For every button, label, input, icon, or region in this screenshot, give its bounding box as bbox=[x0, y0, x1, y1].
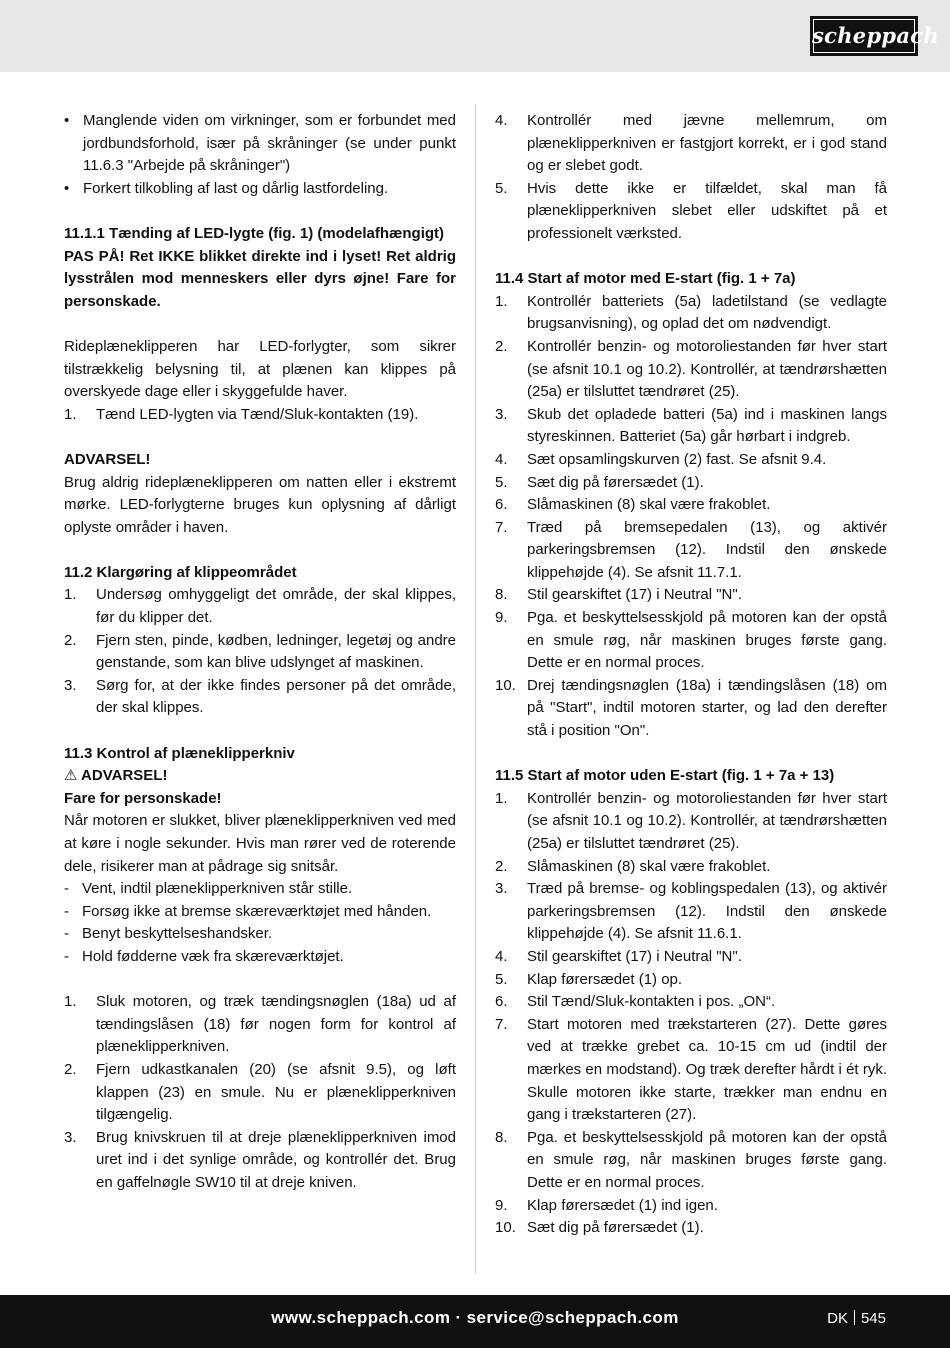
advarsel-label: ⚠ ADVARSEL! bbox=[64, 767, 168, 785]
right-column bbox=[495, 110, 887, 1240]
list-item: 9. Klap førersædet (1) ind igen. bbox=[495, 1196, 718, 1214]
list-item: • Forkert tilkobling af last og dårlig lastfordeling. bbox=[64, 179, 389, 197]
list-item: - Hold fødderne væk fra skæreværktøjet. bbox=[64, 947, 344, 965]
list-item: 4. Stil gearskiftet (17) i Neutral "N". bbox=[495, 947, 742, 965]
page-reference bbox=[827, 1310, 886, 1327]
list-item: 10. Drej tændingsnøglen (18a) i tændingslåsen (18) om på "Start", indtil motoren starter, og lad den derefter stå i position "On". bbox=[495, 676, 887, 740]
list-item: 9. Pga. et beskyttelsesskjold på motoren kan der opstå en smule røg, når maskinen bruges første gang. Dette er en normal proces. bbox=[495, 609, 887, 672]
list-item: 1. Kontrollér batteriets (5a) ladetilstand (se vedlagte brugsanvisning), og oplad det om nødvendigt. bbox=[495, 292, 887, 333]
list-item: 2. Fjern udkastkanalen (20) (se afsnit 9.5), og løft klappen (23) en smule. Nu er plæneklipperkniven tilgængelig. bbox=[64, 1060, 456, 1124]
footer-links[interactable]: www.scheppach.com · service@scheppach.com bbox=[271, 1308, 679, 1327]
section-heading-11-2: 11.2 Klargøring af klippeområdet bbox=[64, 563, 297, 581]
list-item: 8. Pga. et beskyttelsesskjold på motoren kan der opstå en smule røg, når maskinen bruges første gang. Dette er en normal proces. bbox=[495, 1128, 887, 1191]
warning-text: PAS PÅ! Ret IKKE blikket direkte ind i lyset! Ret aldrig lysstrålen mod menneskers eller dyrs øjne! Fare for personskade. bbox=[64, 247, 456, 310]
list-item: 7. Start motoren med trækstarteren (27). Dette gøres ved at trække grebet ca. 10-15 cm ud (indtil der mærkes en modstand). Og træk derefter hårdt i ét ryk. Skulle motoren ikke starte, trækker man endnu en gang i trækstarteren (27). bbox=[495, 1015, 887, 1124]
section-heading-11-5: 11.5 Start af motor uden E-start (fig. 1 + 7a + 13) bbox=[495, 767, 835, 785]
language-code: DK bbox=[827, 1310, 848, 1327]
list-item: 5. Klap førersædet (1) op. bbox=[495, 970, 683, 988]
list-item: 8. Stil gearskiftet (17) i Neutral "N". bbox=[495, 586, 742, 604]
column-divider bbox=[475, 104, 476, 1274]
list-item: 6. Slåmaskinen (8) skal være frakoblet. bbox=[495, 496, 771, 514]
brand-logo: scheppach bbox=[810, 16, 918, 56]
list-item: 3. Brug knivskruen til at dreje plæneklipperkniven imod uret ind i det synlige område, og kontrollér det. Brug en gaffelnøgle SW10 til at dreje kniven. bbox=[64, 1128, 456, 1191]
list-item: 3. Skub det opladede batteri (5a) ind i maskinen langs styreskinnen. Batteriet (5a) går hørbart i indgreb. bbox=[495, 405, 887, 446]
page-number: 545 bbox=[860, 1310, 886, 1327]
fare-label: Fare for personskade! bbox=[64, 789, 222, 807]
advarsel-label: ADVARSEL! bbox=[64, 450, 151, 468]
list-item: 2. Kontrollér benzin- og motoroliestanden før hver start (se afsnit 10.1 og 10.2). Kontrollér, at tændrørshætten (25a) er tilsluttet tændrøret (25). bbox=[495, 337, 887, 401]
list-item: 10. Sæt dig på førersædet (1). bbox=[495, 1219, 704, 1237]
list-item: • Manglende viden om virkninger, som er forbundet med jordbundsforhold, især på skråninger (se under punkt 11.6.3 "Arbejde på skråninger") bbox=[64, 112, 456, 175]
left-column bbox=[64, 110, 456, 1195]
list-item: 3. Sørg for, at der ikke findes personer på det område, der skal klippes. bbox=[64, 676, 456, 717]
list-item: 7. Træd på bremsepedalen (13), og aktivér parkeringsbremsen (12). Indstil den ønskede klippehøjde (4). Se afsnit 11.7.1. bbox=[495, 518, 887, 581]
footer-bar bbox=[0, 1295, 950, 1348]
list-item: 4. Sæt opsamlingskurven (2) fast. Se afsnit 9.4. bbox=[495, 450, 827, 468]
list-item: - Benyt beskyttelseshandsker. bbox=[64, 925, 273, 943]
list-item: 1. Undersøg omhyggeligt det område, der skal klippes, før du klipper det. bbox=[64, 586, 456, 627]
list-item: - Forsøg ikke at bremse skæreværktøjet med hånden. bbox=[64, 902, 432, 920]
list-item: 2. Slåmaskinen (8) skal være frakoblet. bbox=[495, 857, 771, 875]
paragraph: Brug aldrig rideplæneklipperen om natten eller i ekstremt mørke. LED-forlygterne bruges kun oplysning af dårligt oplyste områder i haven. bbox=[64, 473, 456, 536]
paragraph: Når motoren er slukket, bliver plæneklipperkniven ved med at køre i nogle sekunder. Hvis man rører ved de roterende dele, risikerer man at pådrage sig snitsår. bbox=[64, 812, 456, 875]
list-item: 4. Kontrollér med jævne mellemrum, om plæneklipperkniven er fastgjort korrekt, er i god stand og er slebet godt. bbox=[495, 112, 887, 175]
list-item: 5. Sæt dig på førersædet (1). bbox=[495, 473, 704, 491]
list-item: 1. Kontrollér benzin- og motoroliestanden før hver start (se afsnit 10.1 og 10.2). Kontrollér, at tændrørshætten (25a) er tilsluttet tændrøret (25). bbox=[495, 789, 887, 852]
paragraph: Rideplæneklipperen har LED-forlygter, som sikrer tilstrækkelig belysning til, at plænen kan klippes på overskyede dage eller i skyggefulde haver. bbox=[64, 337, 456, 401]
list-item: 2. Fjern sten, pinde, kødben, ledninger, legetøj og andre genstande, som kan blive udslynget af maskinen. bbox=[64, 631, 456, 672]
list-item: 3. Træd på bremse- og koblingspedalen (13), og aktivér parkeringsbremsen (12). Indstil den ønskede klippehøjde (4). Se afsnit 11.6.1. bbox=[495, 880, 887, 943]
section-heading-11-1-1: 11.1.1 Tænding af LED-lygte (fig. 1) (modelafhængigt) bbox=[64, 224, 445, 242]
list-item: 1. Sluk motoren, og træk tændingsnøglen (18a) ud af tændingslåsen (18) før nogen form for kontrol af plæneklipperkniven. bbox=[64, 993, 456, 1056]
list-item: 1. Tænd LED-lygten via Tænd/Sluk-kontakten (19). bbox=[64, 405, 419, 423]
list-item: - Vent, indtil plæneklipperkniven står stille. bbox=[64, 880, 353, 898]
section-heading-11-3: 11.3 Kontrol af plæneklipperkniv bbox=[64, 744, 295, 762]
section-heading-11-4: 11.4 Start af motor med E-start (fig. 1 + 7a) bbox=[495, 270, 796, 288]
page-separator bbox=[854, 1310, 855, 1325]
header-bar bbox=[0, 0, 950, 72]
list-item: 5. Hvis dette ikke er tilfældet, skal man få plæneklipperkniven slebet eller udskiftet på et professionelt værksted. bbox=[495, 179, 887, 242]
list-item: 6. Stil Tænd/Sluk-kontakten i pos. „ON“. bbox=[495, 993, 776, 1011]
